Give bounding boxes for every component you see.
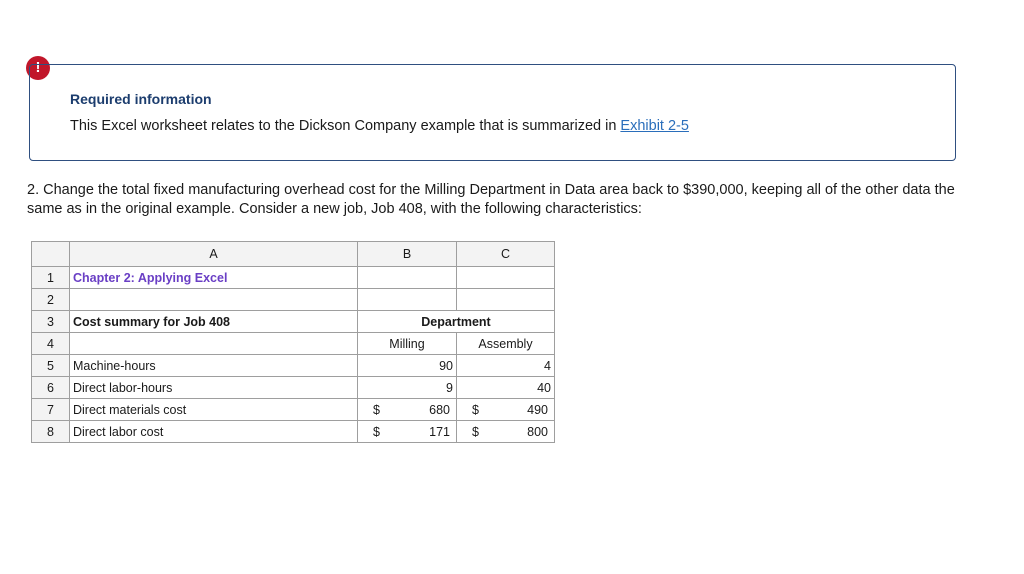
cell-a4[interactable] <box>70 333 358 355</box>
table-row <box>32 289 555 311</box>
cell-c4[interactable]: Assembly <box>457 333 555 355</box>
column-header-b: B <box>358 242 457 267</box>
cell-b6[interactable]: 9 <box>358 377 457 399</box>
cell-c8[interactable] <box>457 421 555 443</box>
cell-b2[interactable] <box>358 289 457 311</box>
cell-value: 800 <box>527 424 548 439</box>
cell-c5[interactable]: 4 <box>457 355 555 377</box>
row-number: 7 <box>32 399 70 421</box>
currency-cell <box>361 425 453 439</box>
cell-c7[interactable] <box>457 399 555 421</box>
currency-cell <box>460 425 551 439</box>
cell-b4[interactable]: Milling <box>358 333 457 355</box>
currency-symbol: $ <box>373 402 380 417</box>
cell-b7[interactable] <box>358 399 457 421</box>
corner-cell <box>32 242 70 267</box>
cell-a1[interactable]: Chapter 2: Applying Excel <box>70 267 358 289</box>
column-header-row <box>32 242 555 267</box>
row-number: 5 <box>32 355 70 377</box>
table-row <box>32 333 555 355</box>
cell-a6[interactable]: Direct labor-hours <box>70 377 358 399</box>
question-text: 2. Change the total fixed manufacturing overhead cost for the Milling Department in Data area back to $390,000, keeping all of the other data the same as in the original example. Consider a new job, Job 408, with the following characteristics: <box>27 182 955 217</box>
currency-cell <box>361 403 453 417</box>
column-header-a: A <box>70 242 358 267</box>
cell-value: 171 <box>429 424 450 439</box>
cell-a8[interactable]: Direct labor cost <box>70 421 358 443</box>
table-row <box>32 377 555 399</box>
info-description: This Excel worksheet relates to the Dickson Company example that is summarized in <box>70 118 621 134</box>
row-number: 8 <box>32 421 70 443</box>
table-row <box>32 311 555 333</box>
cell-c1[interactable] <box>457 267 555 289</box>
row-number: 1 <box>32 267 70 289</box>
cell-b3-c3[interactable]: Department <box>358 311 555 333</box>
currency-symbol: $ <box>373 424 380 439</box>
required-info-box <box>29 64 956 161</box>
exhibit-link[interactable]: Exhibit 2-5 <box>620 118 689 134</box>
cell-b1[interactable] <box>358 267 457 289</box>
cell-a2[interactable] <box>70 289 358 311</box>
cell-b5[interactable]: 90 <box>358 355 457 377</box>
cell-c6[interactable]: 40 <box>457 377 555 399</box>
table-row <box>32 355 555 377</box>
cell-value: 680 <box>429 402 450 417</box>
cell-a5[interactable]: Machine-hours <box>70 355 358 377</box>
column-header-c: C <box>457 242 555 267</box>
info-text <box>70 118 689 134</box>
cell-c2[interactable] <box>457 289 555 311</box>
row-number: 3 <box>32 311 70 333</box>
row-number: 4 <box>32 333 70 355</box>
cell-b8[interactable] <box>358 421 457 443</box>
cell-value: 490 <box>527 402 548 417</box>
table-row <box>32 421 555 443</box>
table-row <box>32 399 555 421</box>
cell-a3[interactable]: Cost summary for Job 408 <box>70 311 358 333</box>
info-title: Required information <box>70 91 212 107</box>
currency-symbol: $ <box>472 402 479 417</box>
currency-symbol: $ <box>472 424 479 439</box>
alert-icon: ! <box>26 56 50 80</box>
table-row <box>32 267 555 289</box>
row-number: 2 <box>32 289 70 311</box>
currency-cell <box>460 403 551 417</box>
row-number: 6 <box>32 377 70 399</box>
cell-a7[interactable]: Direct materials cost <box>70 399 358 421</box>
spreadsheet <box>31 241 555 443</box>
